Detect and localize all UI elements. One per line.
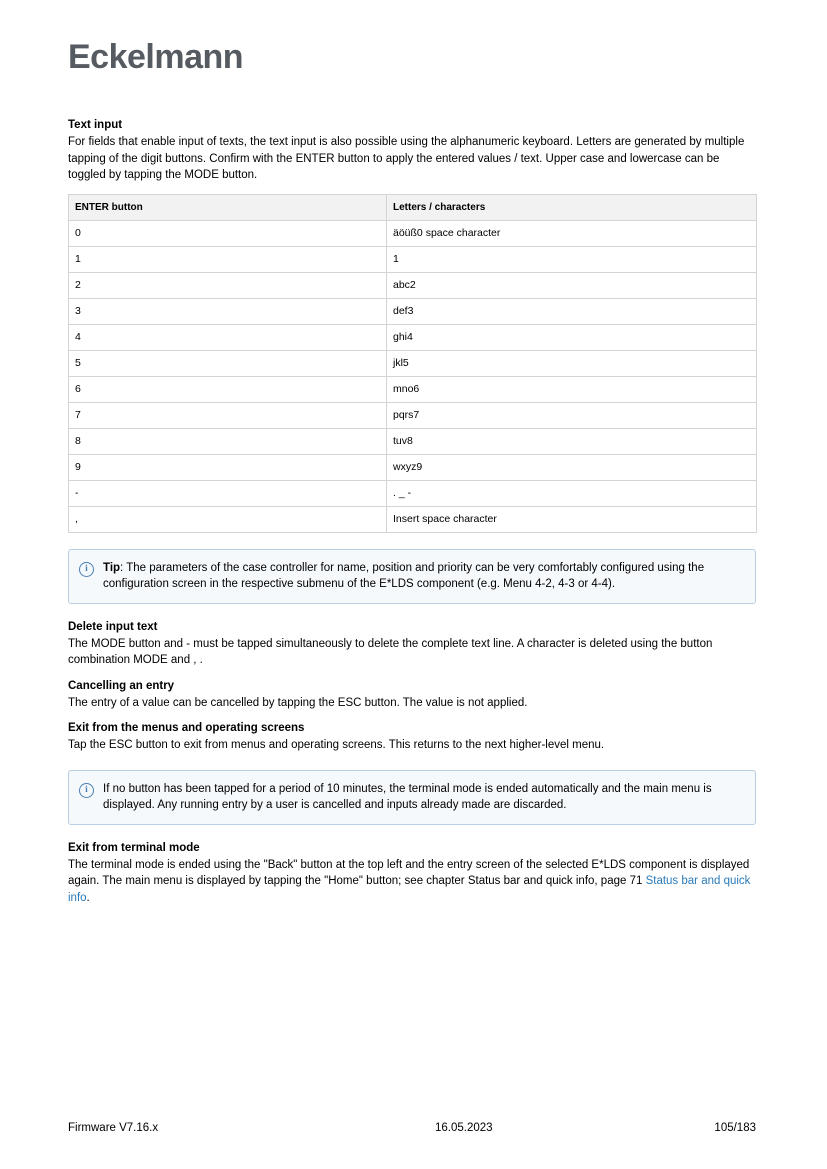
tip-callout-text bbox=[103, 560, 743, 593]
table-cell-button: 1 bbox=[69, 246, 387, 272]
table-row bbox=[69, 454, 757, 480]
info-icon: i bbox=[79, 562, 94, 577]
info-icon: i bbox=[79, 783, 94, 798]
section-body-exit-menus: Tap the ESC button to exit from menus and operating screens. This returns to the next higher-level menu. bbox=[68, 739, 605, 751]
table-cell-characters: mno6 bbox=[387, 376, 757, 402]
table-cell-button: 6 bbox=[69, 376, 387, 402]
table-cell-characters: wxyz9 bbox=[387, 454, 757, 480]
table-row bbox=[69, 298, 757, 324]
page-footer bbox=[68, 1122, 756, 1134]
table-cell-button: 0 bbox=[69, 220, 387, 246]
table-cell-button: , bbox=[69, 506, 387, 532]
table-cell-characters: 1 bbox=[387, 246, 757, 272]
table-cell-characters: jkl5 bbox=[387, 350, 757, 376]
table-row bbox=[69, 376, 757, 402]
table-cell-characters: ghi4 bbox=[387, 324, 757, 350]
table-header-enter-button: ENTER button bbox=[69, 194, 387, 220]
section-body-delete-input-text: The MODE button and - must be tapped simultaneously to delete the complete text line. A character is deleted using the button combination MODE and , . bbox=[68, 637, 713, 666]
section-body-cancelling-an-entry: The entry of a value can be cancelled by tapping the ESC button. The value is not applied. bbox=[68, 696, 528, 709]
footer-date: 16.05.2023 bbox=[434, 1122, 493, 1134]
tip-label-suffix: : bbox=[120, 561, 127, 574]
footer-firmware-version: Firmware V7.16.x bbox=[68, 1122, 159, 1134]
table-cell-button: 4 bbox=[69, 324, 387, 350]
status-bar-quick-info-link[interactable]: Status bar and quick info bbox=[68, 875, 751, 904]
table-row bbox=[69, 220, 757, 246]
section-heading-delete-input-text: Delete input text bbox=[68, 620, 158, 633]
table-cell-characters: äöüß0 space character bbox=[387, 220, 757, 246]
table-cell-characters: Insert space character bbox=[387, 506, 757, 532]
keyboard-mapping-table bbox=[68, 194, 757, 533]
table-row bbox=[69, 402, 757, 428]
exit-terminal-text-part2: . bbox=[86, 891, 90, 904]
table-cell-button: 2 bbox=[69, 272, 387, 298]
section-heading-exit-terminal-mode: Exit from terminal mode bbox=[68, 841, 200, 854]
info-callout bbox=[68, 770, 756, 825]
table-row bbox=[69, 428, 757, 454]
section-heading-text-input: Text input bbox=[68, 119, 123, 131]
table-header-letters: Letters / characters bbox=[387, 194, 757, 220]
table-cell-characters: pqrs7 bbox=[387, 402, 757, 428]
table-cell-button: 3 bbox=[69, 298, 387, 324]
section-body-exit-terminal-mode bbox=[68, 857, 756, 907]
table-cell-button: 9 bbox=[69, 454, 387, 480]
table-row bbox=[69, 272, 757, 298]
footer-page-number: 105/183 bbox=[714, 1122, 756, 1134]
table-cell-button: - bbox=[69, 480, 387, 506]
table-cell-button: 7 bbox=[69, 402, 387, 428]
table-cell-button: 8 bbox=[69, 428, 387, 454]
table-header-row bbox=[69, 194, 757, 220]
table-row bbox=[69, 350, 757, 376]
table-cell-characters: def3 bbox=[387, 298, 757, 324]
exit-terminal-text-part1: The terminal mode is ended using the "Back" button at the top left and the entry screen of the selected E*LDS component is displayed again. The main menu is displayed by tapping the "Home" button; see chapter Status bar and quick info, page 71 bbox=[68, 858, 750, 887]
section-heading-exit-menus: Exit from the menus and operating screens bbox=[68, 722, 305, 734]
brand-logo: Eckelmann bbox=[68, 38, 244, 76]
section-body-text-input: For fields that enable input of texts, the text input is also possible using the alphanumeric keyboard. Letters are generated by multiple tapping of the digit buttons. Confirm with the ENTER button to apply the entered values / text. Upper case and lowercase can be toggled by tapping the MODE button. bbox=[68, 136, 745, 181]
table-row bbox=[69, 506, 757, 532]
info-callout-text: If no button has been tapped for a period of 10 minutes, the terminal mode is ended automatically and the main menu is displayed. Any running entry by a user is cancelled and inputs already made are discarded. bbox=[103, 782, 712, 811]
table-cell-characters: abc2 bbox=[387, 272, 757, 298]
table-row bbox=[69, 324, 757, 350]
section-heading-cancelling-an-entry: Cancelling an entry bbox=[68, 679, 175, 692]
tip-label: Tip bbox=[103, 561, 121, 574]
table-row bbox=[69, 480, 757, 506]
table-cell-button: 5 bbox=[69, 350, 387, 376]
table-row bbox=[69, 246, 757, 272]
tip-body: The parameters of the case controller for name, position and priority can be very comfortably configured using the configuration screen in the respective submenu of the E*LDS component (e.g. Menu 4-2, 4-3 or 4-4). bbox=[103, 561, 705, 590]
table-cell-characters: . _ - bbox=[387, 480, 757, 506]
table-cell-characters: tuv8 bbox=[387, 428, 757, 454]
document-content bbox=[68, 118, 756, 906]
tip-callout bbox=[68, 549, 756, 604]
